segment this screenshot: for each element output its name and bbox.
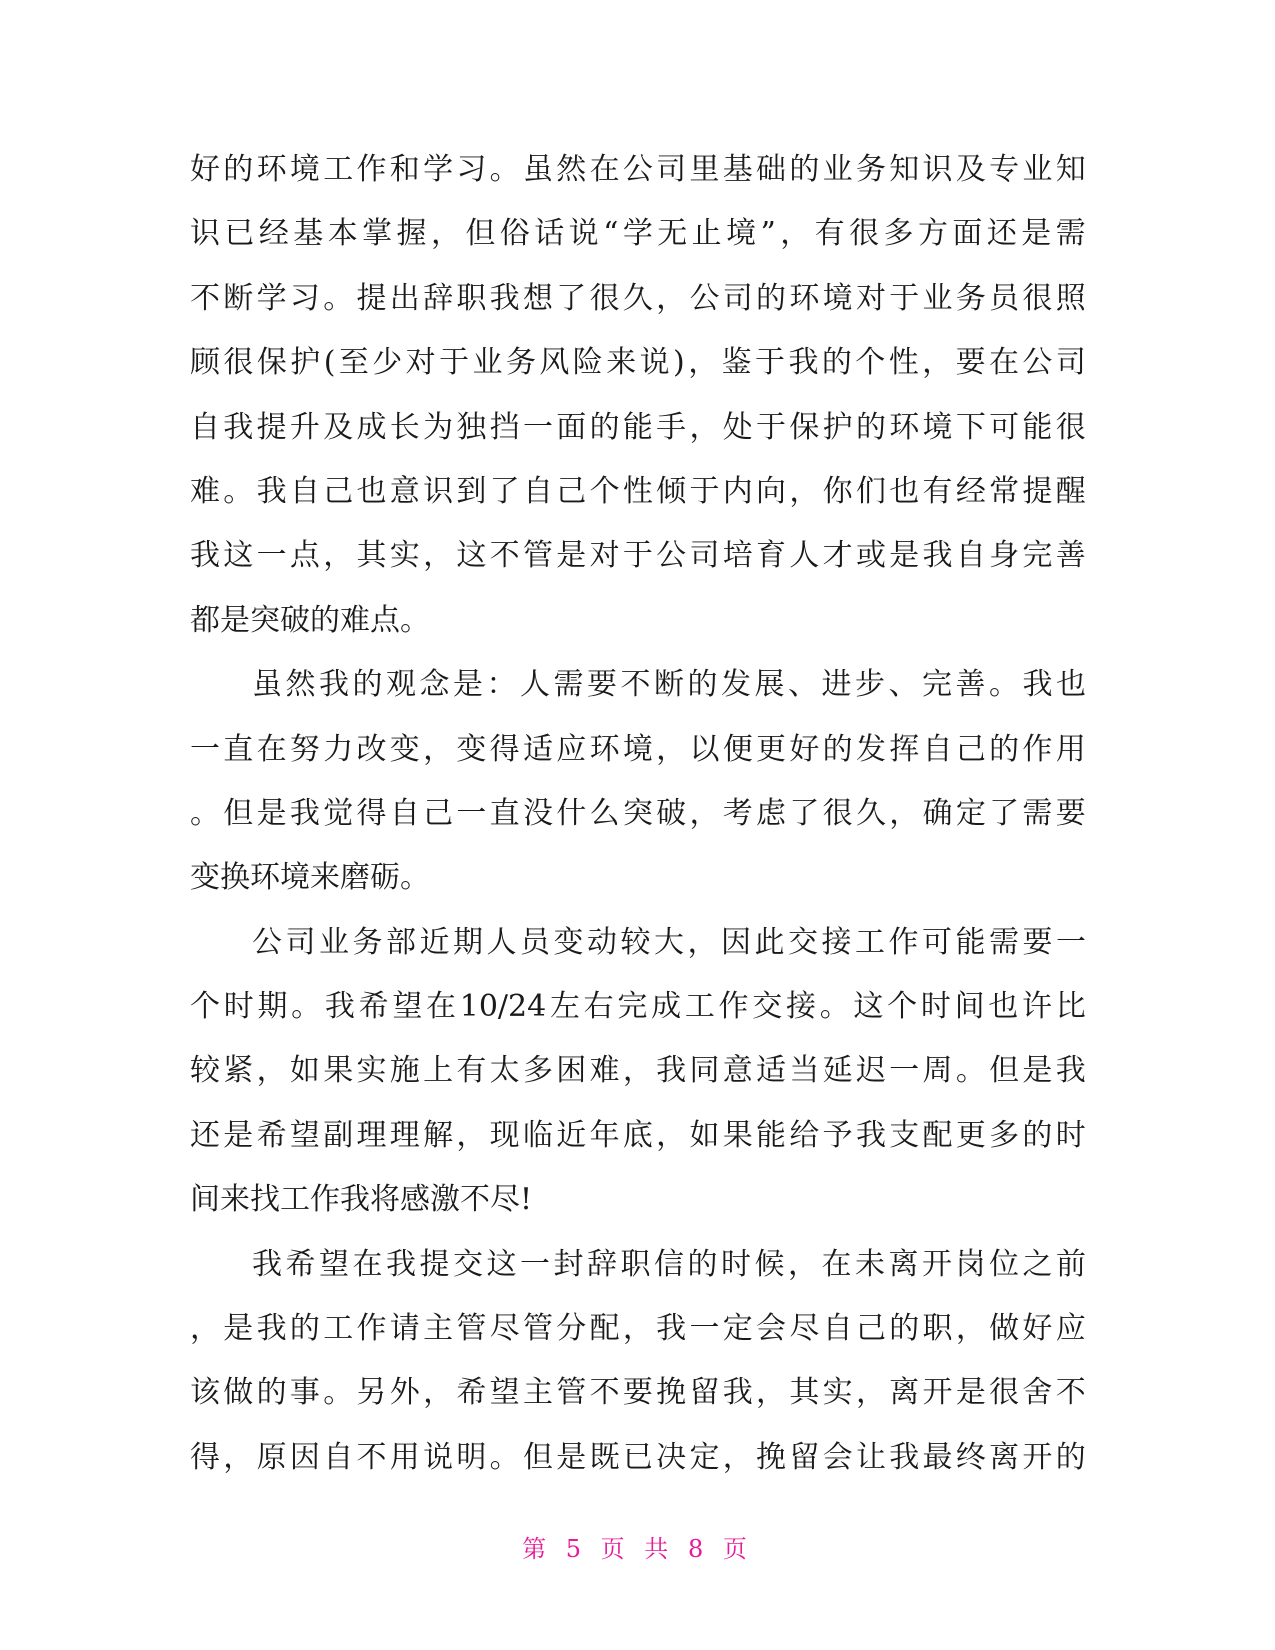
text-line: 都 是 突 破 的 难 点 。: [190, 602, 430, 638]
text-line: 个 时 期 。 我 希 望 在 10/24 左 右 完 成 工 作 交 接 。 这 个 时 间 也 许 比: [190, 989, 1086, 1025]
text-line: 间 来 找 工 作 我 将 感 激 不 尽 !: [190, 1182, 533, 1218]
text-line: 虽 然 我 的 观 念 是 ： 人 需 要 不 断 的 发 展 、 进 步 、 完 善 。 我 也: [252, 667, 1086, 703]
text-line: 好 的 环 境 工 作 和 学 习 。 虽 然 在 公 司 里 基 础 的 业 务 知 识 及 专 业 知: [190, 152, 1086, 187]
text-line: 公 司 业 务 部 近 期 人 员 变 动 较 大 ， 因 此 交 接 工 作 可 能 需 要 一: [252, 924, 1086, 960]
text-line: 该 做 的 事 。 另 外 ， 希 望 主 管 不 要 挽 留 我 ， 其 实 ， 离 开 是 很 舍 不: [190, 1375, 1086, 1411]
text-line: 自 我 提 升 及 成 长 为 独 挡 一 面 的 能 手 ， 处 于 保 护 的 环 境 下 可 能 很: [190, 409, 1086, 445]
text-line: 顾 很 保 护 ( 至 少 对 于 业 务 风 险 来 说 ) ， 鉴 于 我 的 个 性 ， 要 在 公 司: [190, 345, 1086, 381]
text-line: 难 。 我 自 己 也 意 识 到 了 自 己 个 性 倾 于 内 向 ， 你 们 也 有 经 常 提 醒: [190, 473, 1086, 509]
page-number-footer: 第 5 页 共 8 页: [522, 1535, 753, 1563]
text-line: ， 是 我 的 工 作 请 主 管 尽 管 分 配 ， 我 一 定 会 尽 自 己 的 职 ， 做 好 应: [190, 1311, 1086, 1347]
document-body: [190, 138, 1086, 1490]
text-line: 不 断 学 习 。 提 出 辞 职 我 想 了 很 久 ， 公 司 的 环 境 对 于 业 务 员 很 照: [190, 280, 1086, 316]
text-line: 还 是 希 望 副 理 理 解 ， 现 临 近 年 底 ， 如 果 能 给 予 我 支 配 更 多 的 时: [190, 1117, 1086, 1153]
text-line: 识 已 经 基 本 掌 握 ， 但 俗 话 说 “ 学 无 止 境 ” ， 有 很 多 方 面 还 是 需: [190, 216, 1086, 252]
text-line: 较 紧 ， 如 果 实 施 上 有 太 多 困 难 ， 我 同 意 适 当 延 迟 一 周 。 但 是 我: [190, 1053, 1086, 1089]
text-line: 我 希 望 在 我 提 交 这 一 封 辞 职 信 的 时 候 ， 在 未 离 开 岗 位 之 前: [252, 1246, 1086, 1282]
text-line: 。 但 是 我 觉 得 自 己 一 直 没 什 么 突 破 ， 考 虑 了 很 久 ， 确 定 了 需 要: [190, 795, 1086, 831]
text-line: 变 换 环 境 来 磨 砺 。: [190, 860, 430, 896]
text-line: 一 直 在 努 力 改 变 ， 变 得 适 应 环 境 ， 以 便 更 好 的 发 挥 自 己 的 作 用: [190, 731, 1086, 767]
text-line: 我 这 一 点 ， 其 实 ， 这 不 管 是 对 于 公 司 培 育 人 才 或 是 我 自 身 完 善: [190, 538, 1086, 574]
text-line: 得 ， 原 因 自 不 用 说 明 。 但 是 既 已 决 定 ， 挽 留 会 让 我 最 终 离 开 的: [190, 1439, 1086, 1475]
